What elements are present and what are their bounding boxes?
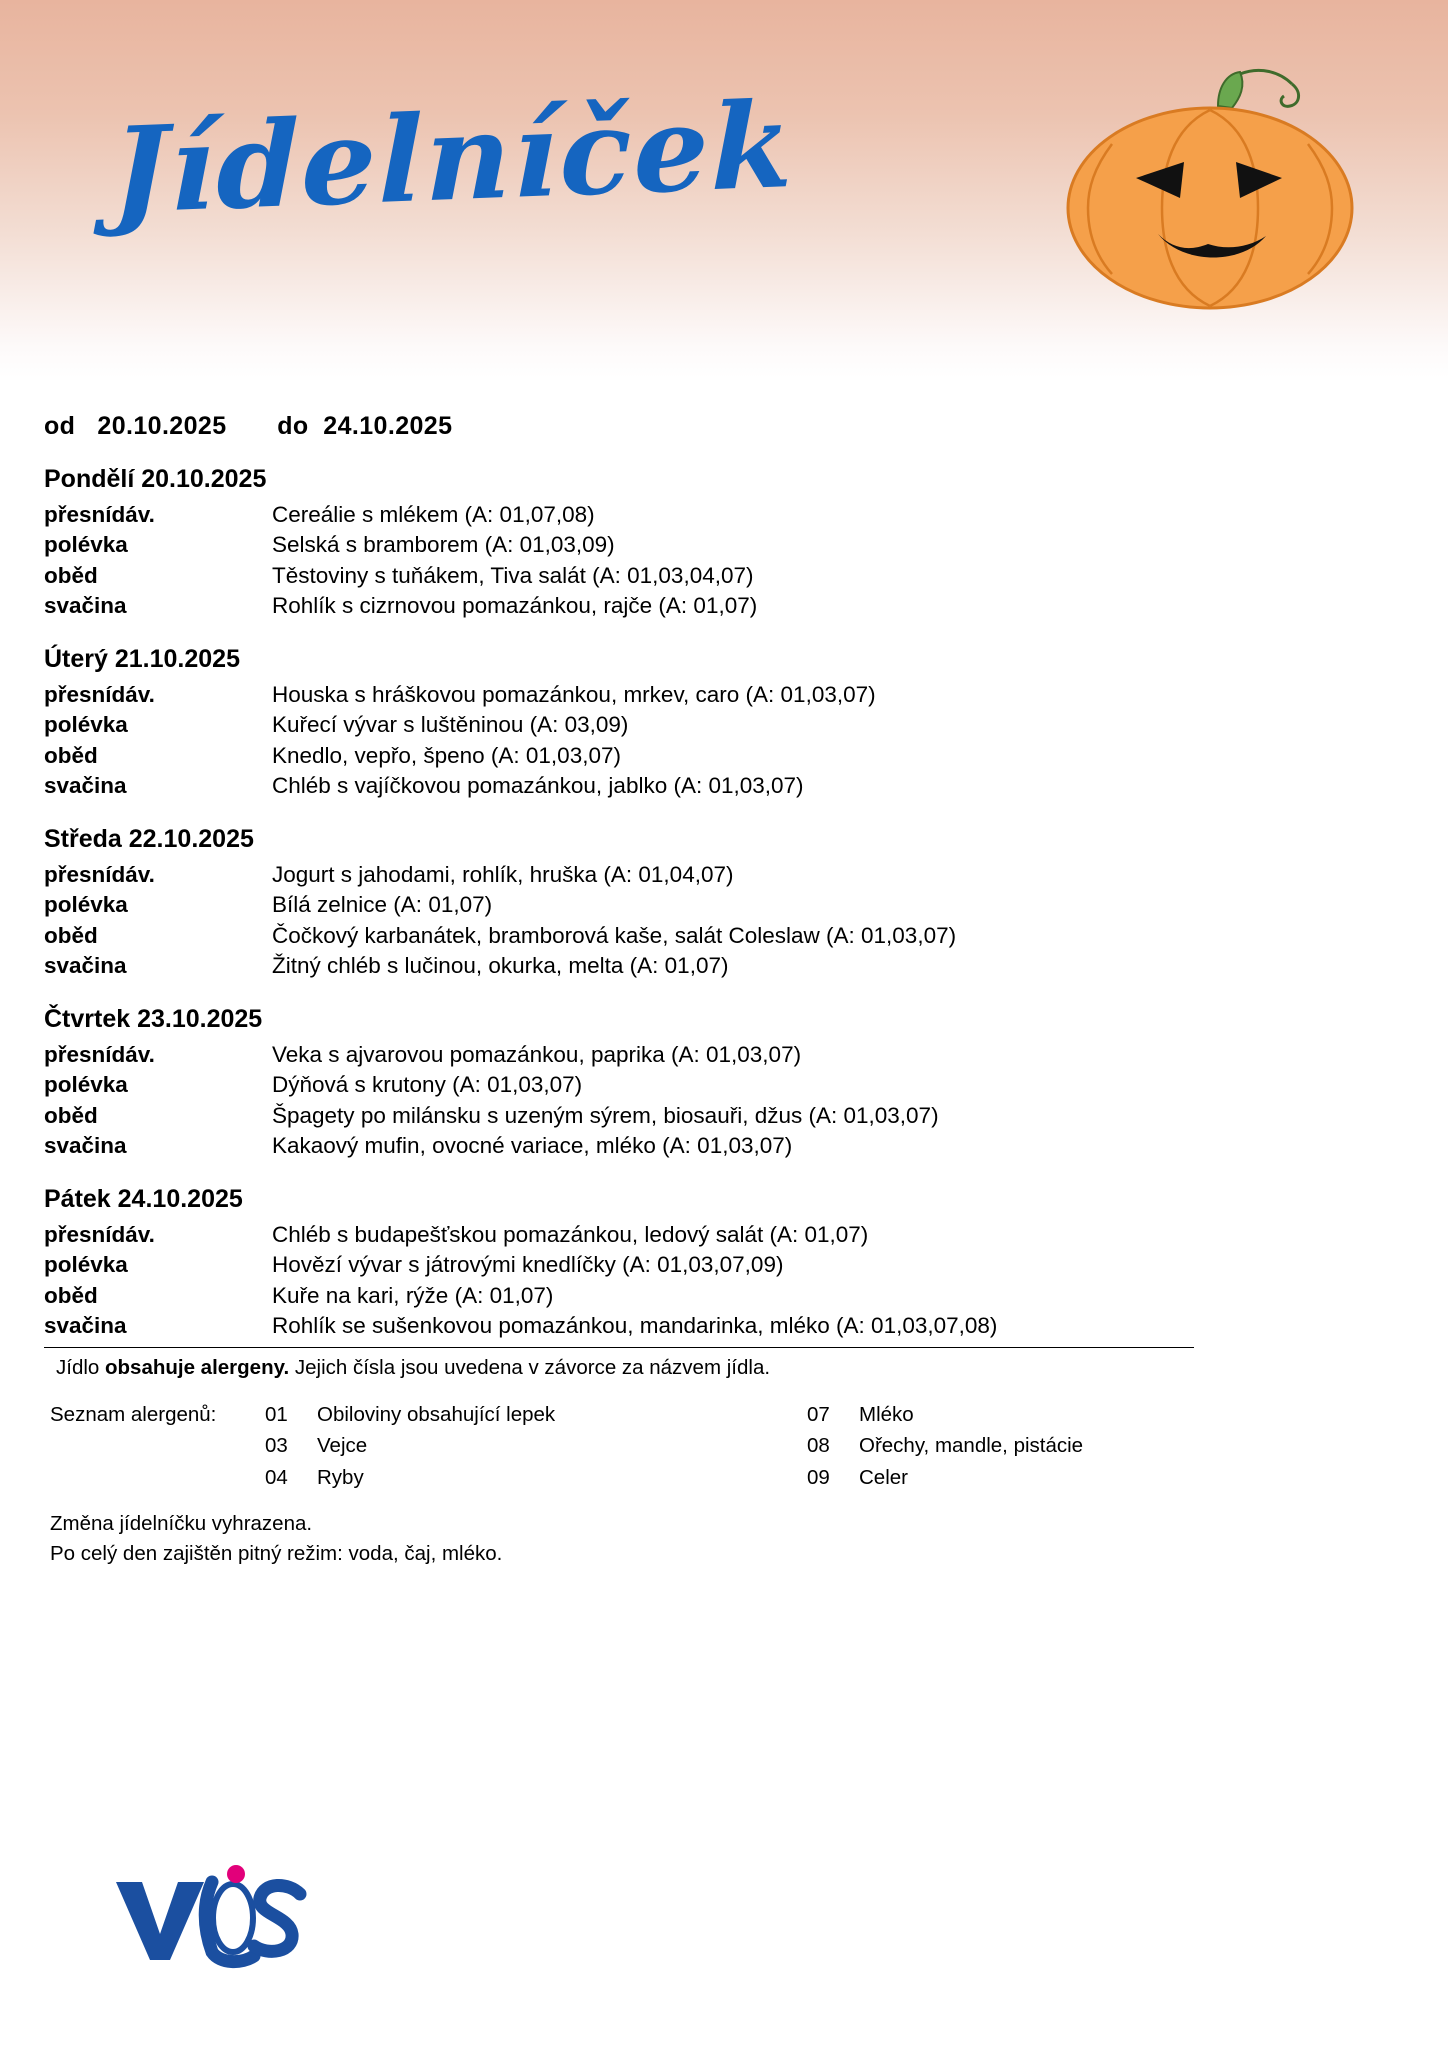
allergen-code: 09: [807, 1466, 830, 1490]
table-row: [44, 860, 1404, 890]
meal-label: svačina: [44, 592, 127, 618]
meal-table: [44, 680, 1404, 801]
meal-text: Chléb s budapešťskou pomazánkou, ledový salát (A: 01,07): [272, 1222, 869, 1247]
table-row: [44, 1311, 1404, 1341]
meal-text: Špagety po milánsku s uzeným sýrem, biosauři, džus (A: 01,03,07): [272, 1102, 939, 1128]
meal-table: [44, 1040, 1404, 1161]
meal-label: přesnídáv.: [44, 682, 155, 707]
meal-text: Chléb s vajíčkovou pomazánkou, jablko (A: 01,03,07): [272, 772, 804, 798]
day-block: [44, 645, 1404, 801]
header-banner: [0, 0, 1448, 378]
meal-label: polévka: [44, 532, 128, 558]
allergen-note: [56, 1354, 1404, 1382]
meal-label: svačina: [44, 952, 127, 978]
table-row: [44, 890, 1404, 920]
meal-label: přesnídáv.: [44, 1222, 155, 1247]
table-row: [44, 680, 1404, 710]
day-block: [44, 825, 1404, 981]
allergen-name: Ořechy, mandle, pistácie: [859, 1434, 1084, 1458]
table-row: [44, 591, 1404, 621]
meal-table: [44, 860, 1404, 981]
meal-text: Knedlo, vepřo, špeno (A: 01,03,07): [272, 742, 621, 768]
allergen-list: [50, 1400, 1404, 1493]
range-from-label: od: [44, 412, 76, 440]
allergen-name: Ryby: [317, 1466, 364, 1490]
allergen-name: Obiloviny obsahující lepek: [317, 1402, 556, 1426]
meal-table: [44, 1220, 1404, 1341]
meal-label: přesnídáv.: [44, 862, 155, 887]
meal-label: polévka: [44, 892, 128, 918]
day-block: [44, 465, 1404, 621]
allergen-code: 07: [807, 1402, 830, 1426]
allergen-list-label: Seznam alergenů:: [50, 1402, 217, 1426]
meal-text: Rohlík s cizrnovou pomazánkou, rajče (A: 01,07): [272, 592, 758, 618]
meal-label: svačina: [44, 772, 127, 798]
footer-notes: [50, 1509, 1404, 1568]
allergen-note-prefix: Jídlo: [56, 1356, 105, 1379]
meal-label: oběd: [44, 1102, 98, 1128]
meal-text: Čočkový karbanátek, bramborová kaše, salát Coleslaw (A: 01,03,07): [272, 922, 957, 948]
meal-label: polévka: [44, 1252, 128, 1278]
meal-table: [44, 500, 1404, 621]
day-title: Pondělí 20.10.2025: [44, 465, 267, 493]
allergen-name: Vejce: [317, 1434, 368, 1458]
day-title: Úterý 21.10.2025: [44, 645, 240, 673]
table-row: [44, 561, 1404, 591]
table-row: [44, 1220, 1404, 1250]
table-row: [44, 771, 1404, 801]
table-row: [44, 1101, 1404, 1131]
meal-label: oběd: [44, 922, 98, 948]
allergen-code: 03: [265, 1434, 288, 1458]
table-row: [44, 1281, 1404, 1311]
meal-text: Kuřecí vývar s luštěninou (A: 03,09): [272, 712, 629, 738]
day-block: [44, 1005, 1404, 1161]
table-row: [44, 1131, 1404, 1161]
meal-text: Rohlík se sušenkovou pomazánkou, mandarinka, mléko (A: 01,03,07,08): [272, 1312, 998, 1338]
divider: [44, 1347, 1194, 1348]
range-to-label: do: [277, 412, 309, 440]
footer-note-drinks: Po celý den zajištěn pitný režim: voda, čaj, mléko.: [50, 1541, 503, 1565]
meal-text: Cereálie s mlékem (A: 01,07,08): [272, 502, 595, 527]
day-title: Čtvrtek 23.10.2025: [44, 1005, 263, 1033]
meal-text: Houska s hráškovou pomazánkou, mrkev, caro (A: 01,03,07): [272, 682, 876, 707]
allergen-note-suffix: Jejich čísla jsou uvedena v závorce za názvem jídla.: [289, 1356, 771, 1379]
table-row: [44, 1070, 1404, 1100]
meal-label: oběd: [44, 1282, 98, 1308]
meal-label: polévka: [44, 712, 128, 738]
allergen-code: 04: [265, 1466, 288, 1490]
footer-note-change: Změna jídelníčku vyhrazena.: [50, 1511, 313, 1535]
pumpkin-icon: [1050, 58, 1370, 318]
day-block: [44, 1185, 1404, 1341]
allergen-code: 01: [265, 1402, 288, 1426]
table-row: [44, 951, 1404, 981]
meal-text: Hovězí vývar s játrovými knedlíčky (A: 01,03,07,09): [272, 1252, 784, 1278]
page-title: Jídelníček: [112, 74, 795, 241]
meal-text: Kuře na kari, rýže (A: 01,07): [272, 1282, 554, 1308]
vis-logo: [108, 1860, 308, 1970]
meal-label: svačina: [44, 1312, 127, 1338]
meal-label: oběd: [44, 562, 98, 588]
table-row: [44, 1040, 1404, 1070]
range-from-date: 20.10.2025: [97, 412, 227, 440]
table-row: [44, 1250, 1404, 1280]
meal-text: Veka s ajvarovou pomazánkou, paprika (A: 01,03,07): [272, 1042, 802, 1067]
range-to-date: 24.10.2025: [323, 412, 453, 440]
allergen-name: Mléko: [859, 1402, 914, 1426]
table-row: [44, 921, 1404, 951]
meal-text: Žitný chléb s lučinou, okurka, melta (A: 01,07): [272, 952, 729, 978]
meal-label: oběd: [44, 742, 98, 768]
day-title: Středa 22.10.2025: [44, 825, 254, 853]
day-title: Pátek 24.10.2025: [44, 1185, 243, 1213]
table-row: [44, 710, 1404, 740]
meal-text: Selská s bramborem (A: 01,03,09): [272, 532, 615, 558]
meal-text: Těstoviny s tuňákem, Tiva salát (A: 01,03,04,07): [272, 562, 754, 588]
meal-label: svačina: [44, 1132, 127, 1158]
meal-text: Dýňová s krutony (A: 01,03,07): [272, 1072, 583, 1098]
footer: [44, 1347, 1404, 1568]
menu-content: [0, 465, 1448, 1341]
meal-label: přesnídáv.: [44, 1042, 155, 1067]
meal-text: Jogurt s jahodami, rohlík, hruška (A: 01,04,07): [272, 862, 734, 887]
date-range: [44, 412, 1448, 441]
meal-text: Kakaový mufin, ovocné variace, mléko (A: 01,03,07): [272, 1132, 793, 1158]
meal-label: polévka: [44, 1072, 128, 1098]
table-row: [44, 741, 1404, 771]
table-row: [44, 500, 1404, 530]
meal-label: přesnídáv.: [44, 502, 155, 527]
allergen-note-bold: obsahuje alergeny.: [105, 1356, 290, 1379]
allergen-code: 08: [807, 1434, 830, 1458]
meal-text: Bílá zelnice (A: 01,07): [272, 892, 493, 918]
allergen-name: Celer: [859, 1466, 908, 1490]
table-row: [44, 530, 1404, 560]
